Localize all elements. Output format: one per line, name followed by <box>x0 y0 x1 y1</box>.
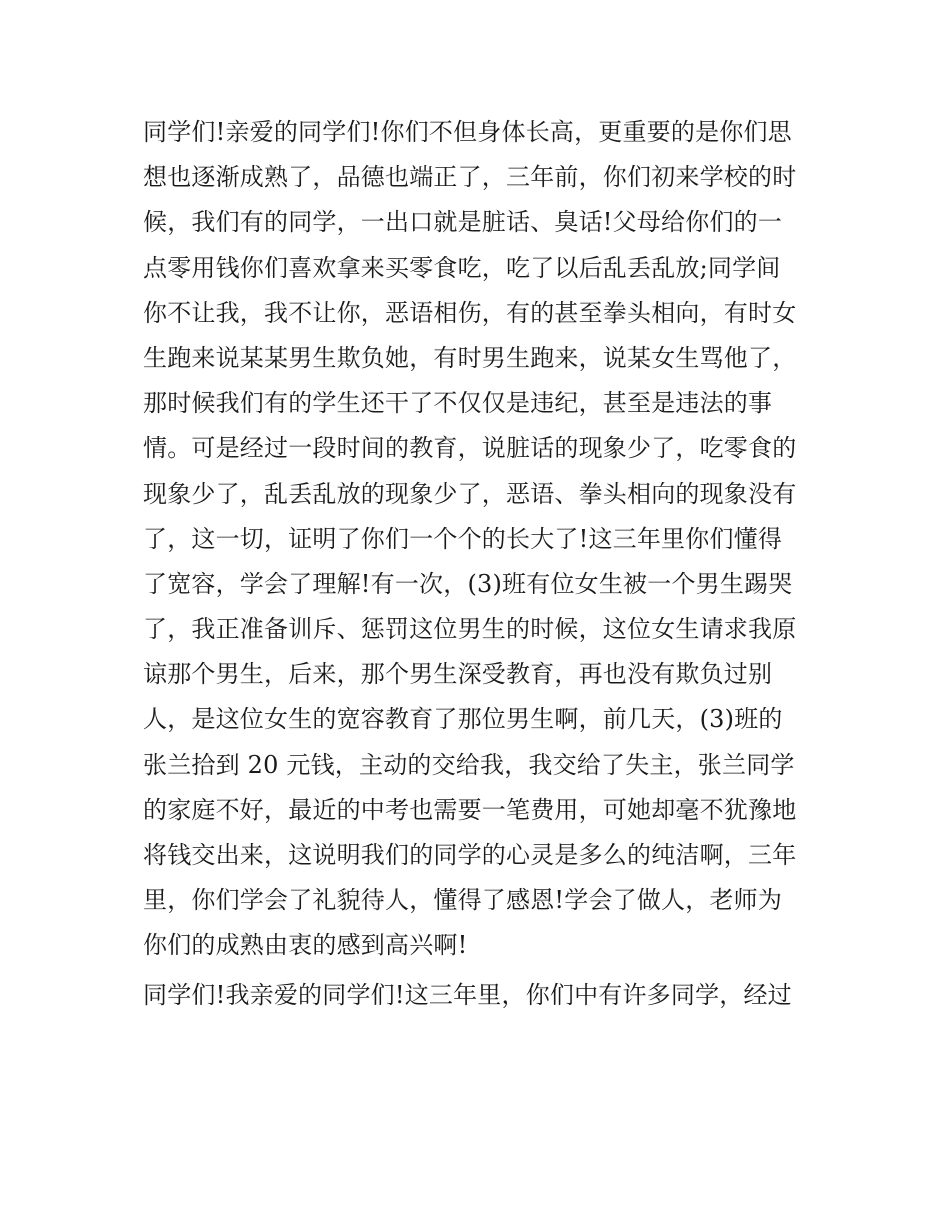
text-line: 了，这一切，证明了你们一个个的长大了!这三年里你们懂得 <box>143 524 783 553</box>
text-line: 张兰拾到 20 元钱，主动的交给我，我交给了失主，张兰同学 <box>143 750 795 779</box>
body-text <box>143 110 823 1018</box>
text-line: 里，你们学会了礼貌待人，懂得了感恩!学会了做人，老师为 <box>143 886 783 915</box>
text-line: 的家庭不好，最近的中考也需要一笔费用，可她却毫不犹豫地 <box>143 795 797 824</box>
text-line: 候，我们有的同学，一出口就是脏话、臭话!父母给你们的一 <box>143 208 783 237</box>
text-line: 情。可是经过一段时间的教育，说脏话的现象少了，吃零食的 <box>143 434 797 463</box>
text-line: 想也逐渐成熟了，品德也端正了，三年前，你们初来学校的时 <box>143 163 797 192</box>
text-line: 那时候我们有的学生还干了不仅仅是违纪，甚至是违法的事 <box>143 389 773 418</box>
text-line: 你不让我，我不让你，恶语相伤，有的甚至拳头相向，有时女 <box>143 298 797 327</box>
text-line: 你们的成熟由衷的感到高兴啊! <box>143 931 468 960</box>
text-line: 生跑来说某某男生欺负她，有时男生跑来，说某女生骂他了， <box>143 343 797 372</box>
text-line: 点零用钱你们喜欢拿来买零食吃，吃了以后乱丢乱放;同学间 <box>143 253 781 282</box>
text-line: 现象少了，乱丢乱放的现象少了，恶语、拳头相向的现象没有 <box>143 479 797 508</box>
text-line: 了，我正准备训斥、惩罚这位男生的时候，这位女生请求我原 <box>143 615 797 644</box>
text-line: 同学们!我亲爱的同学们!这三年里，你们中有许多同学，经过 <box>143 980 792 1009</box>
text-line: 将钱交出来，这说明我们的同学的心灵是多么的纯洁啊，三年 <box>143 841 797 869</box>
text-line: 谅那个男生，后来，那个男生深受教育，再也没有欺负过别 <box>143 660 773 689</box>
text-line: 同学们!亲爱的同学们!你们不但身体长高，更重要的是你们思 <box>143 118 792 146</box>
text-line: 了宽容，学会了理解!有一次，(3)班有位女生被一个男生踢哭 <box>143 569 793 598</box>
text-line: 人，是这位女生的宽容教育了那位男生啊，前几天，(3)班的 <box>143 705 783 734</box>
